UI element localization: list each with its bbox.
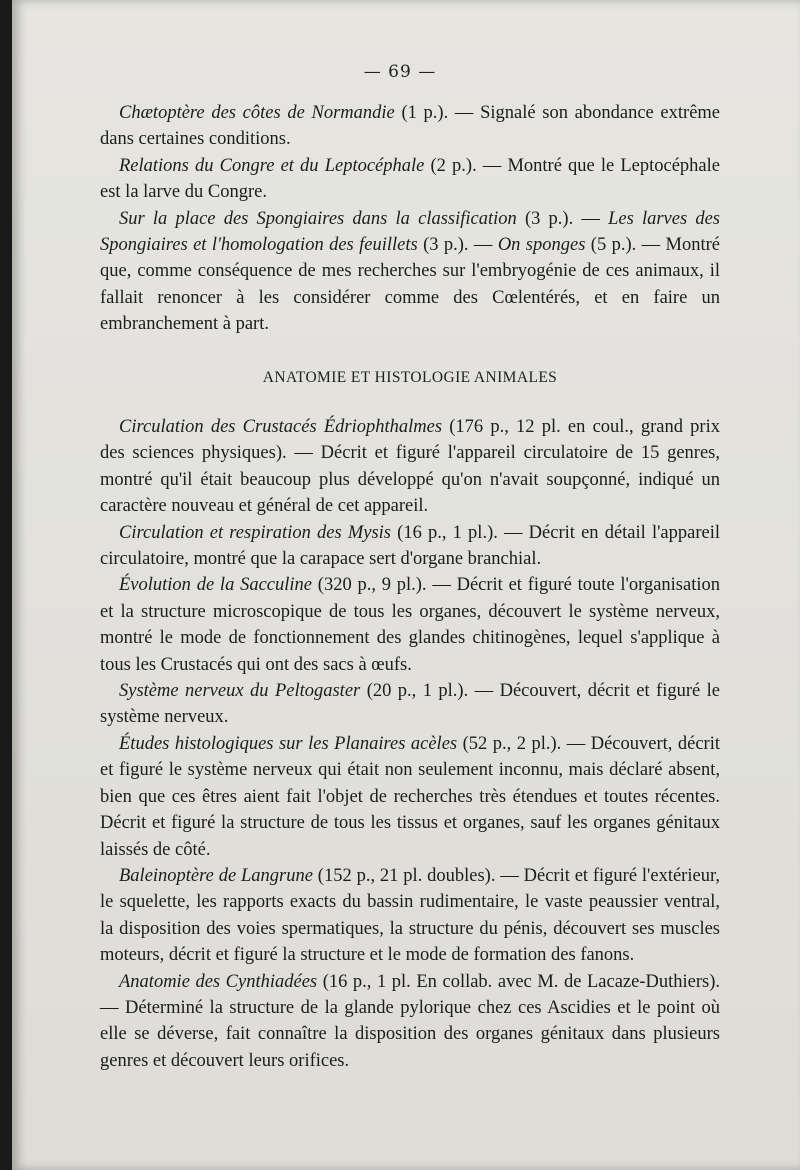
entry-description: (320 p., 9 pl.). — Décrit et figuré toute l'organisation et la structure microscopique de tous les organes, découvert le système nerveux, montré le mode de fonctionnement des glandes chitinogènes, lequel s'applique à tous les Crustacés qui ont des sacs à œufs. — [100, 575, 720, 675]
entry-cynthiadees — [100, 969, 720, 1075]
entry-description: (152 p., 21 pl. doubles). — Décrit et figuré l'extérieur, le squelette, les rapports exacts du bassin rudimentaire, le vaste peaussier ventral, la disposition des voies spermatiques, la structure du pénis, découvert ses muscles moteurs, décrit et figuré la structure et le mode de formation des fanons. — [100, 865, 720, 966]
entry-text: (3 p.). — — [516, 208, 609, 229]
entry-title-3: On sponges — [497, 235, 586, 256]
entry-peltogaster — [100, 678, 720, 731]
entry-title: Études histologiques sur les Planaires acèles — [119, 733, 458, 754]
entry-title: Chætoptère des côtes de Normandie — [119, 103, 395, 123]
entry-title: Évolution de la Sacculine — [119, 575, 313, 596]
entry-description: (20 p., 1 pl.). — Découvert, décrit et figuré le système nerveux. — [100, 681, 721, 728]
entry-title: Système nerveux du Peltogaster — [119, 681, 361, 702]
page-number: — 69 — — [363, 62, 437, 82]
entry-title: Circulation des Crustacés Édriophthalmes — [119, 417, 443, 437]
entry-description: (5 p.). — Montré que, comme conséquence de mes recherches sur l'embryogénie de ces animaux, il fallait renoncer à les considérer comme des Cœlentérés, et en faire un embranchement à part. — [100, 235, 720, 335]
entries-top — [100, 100, 720, 338]
entry-circulation-crustaces — [100, 414, 720, 520]
entry-sacculine — [100, 572, 720, 678]
section-title: ANATOMIE ET HISTOLOGIE ANIMALES — [262, 369, 558, 386]
entry-text-2: (3 p.). — — [417, 235, 498, 256]
entry-title: Baleinoptère de Langrune — [119, 865, 313, 886]
entry-mysis — [100, 520, 720, 573]
entry-title: Sur la place des Spongiaires dans la classification — [119, 208, 517, 229]
entry-title: Relations du Congre et du Leptocéphale — [119, 155, 425, 176]
entry-description: (2 p.). — Montré que le Leptocéphale est la larve du Congre. — [100, 155, 720, 203]
entry-baleinoptere — [100, 863, 720, 969]
entry-planaires — [100, 731, 720, 863]
entry-description: (176 p., 12 pl. en coul., grand prix des sciences physiques). — Décrit et figuré l'appareil circulatoire de 15 genres, montré qu'il était beaucoup plus développé qu'on n'avait soupçonné, indiqué un caractère nouveau et général de cet appareil. — [100, 417, 720, 517]
entry-description: (16 p., 1 pl.). — Décrit en détail l'appareil circulatoire, montré que la carapace sert d'organe branchial. — [100, 522, 720, 570]
entry-description: (52 p., 2 pl.). — Découvert, décrit et figuré le système nerveux qui était non seulement inconnu, mais déclaré absent, bien que ces êtres aient fait l'objet de recherches très étendues et toutes récentes. Décrit et figuré la structure de tous les tissus et organes, sauf les organes génitaux laissés de côté. — [100, 733, 720, 860]
entry-title-2: Les larves des Spongiaires et l'homologation des feuillets — [100, 208, 721, 256]
entry-description: (1 p.). — Signalé son abondance extrême dans certaines conditions. — [100, 103, 721, 150]
entry-chaetoptere — [100, 100, 720, 153]
entry-description: (16 p., 1 pl. En collab. avec M. de Lacaze-Duthiers). — Déterminé la structure de la glande pylorique chez ces Ascidies et le point où elle se déverse, fait connaître la disposition des organes génitaux dans plusieurs genres et découvert leurs orifices. — [100, 971, 720, 1071]
entry-congre — [100, 153, 720, 206]
entry-title: Anatomie des Cynthiadées — [119, 971, 318, 992]
entries-section — [100, 414, 720, 1074]
entry-spongiaires — [100, 206, 720, 338]
entry-title: Circulation et respiration des Mysis — [119, 522, 391, 543]
